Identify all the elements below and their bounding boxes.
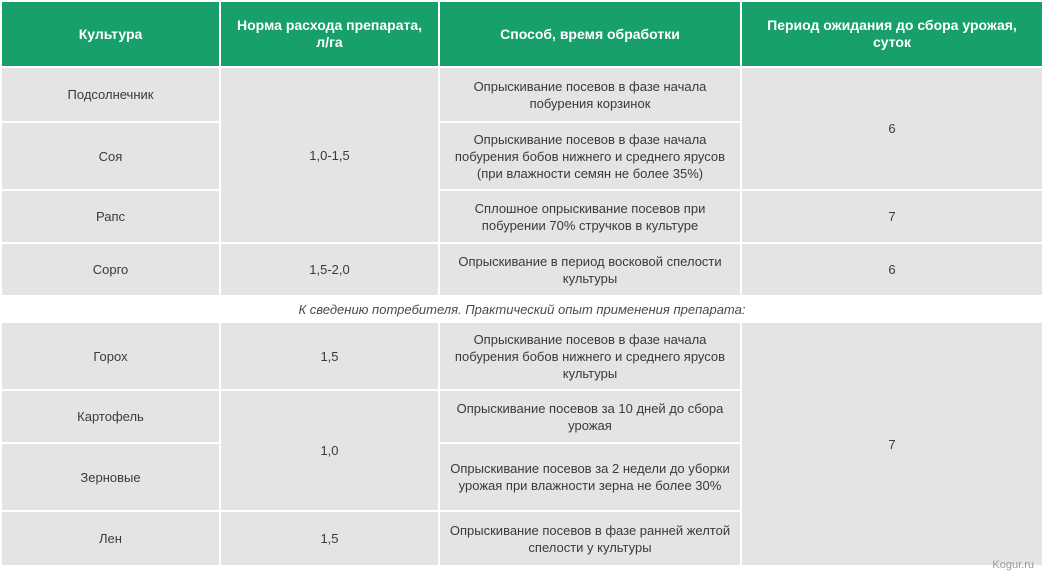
header-rate: Норма расхода препарата, л/га xyxy=(221,2,438,66)
method-cell: Опрыскивание посевов в фазе начала побурения бобов нижнего и среднего ярусов (при влажности семян не более 35%) xyxy=(440,123,740,189)
culture-cell: Лен xyxy=(2,512,219,565)
note-row xyxy=(2,297,1042,321)
culture-cell: Зерновые xyxy=(2,444,219,510)
rate-cell: 1,5 xyxy=(221,323,438,389)
watermark: Kogur.ru xyxy=(992,559,1034,571)
method-cell: Сплошное опрыскивание посевов при побурении 70% стручков в культуре xyxy=(440,191,740,242)
culture-cell: Рапс xyxy=(2,191,219,242)
culture-cell: Соя xyxy=(2,123,219,189)
wait-cell: 7 xyxy=(742,323,1042,565)
table-row xyxy=(2,323,1042,389)
table-row xyxy=(2,68,1042,121)
header-culture: Культура xyxy=(2,2,219,66)
consumer-note: К сведению потребителя. Практический опыт применения препарата: xyxy=(2,297,1042,321)
method-cell: Опрыскивание в период восковой спелости культуры xyxy=(440,244,740,295)
rate-cell: 1,5 xyxy=(221,512,438,565)
rate-cell: 1,0 xyxy=(221,391,438,510)
header-row xyxy=(2,2,1042,66)
method-cell: Опрыскивание посевов в фазе ранней желтой спелости у культуры xyxy=(440,512,740,565)
rate-cell: 1,0-1,5 xyxy=(221,68,438,242)
header-wait-period: Период ожидания до сбора урожая, суток xyxy=(742,2,1042,66)
wait-cell: 7 xyxy=(742,191,1042,242)
culture-cell: Картофель xyxy=(2,391,219,442)
wait-cell: 6 xyxy=(742,68,1042,189)
wait-cell: 6 xyxy=(742,244,1042,295)
culture-cell: Подсолнечник xyxy=(2,68,219,121)
method-cell: Опрыскивание посевов за 10 дней до сбора урожая xyxy=(440,391,740,442)
rate-cell: 1,5-2,0 xyxy=(221,244,438,295)
method-cell: Опрыскивание посевов в фазе начала побурения корзинок xyxy=(440,68,740,121)
header-method: Способ, время обработки xyxy=(440,2,740,66)
culture-cell: Горох xyxy=(2,323,219,389)
method-cell: Опрыскивание посевов в фазе начала побурения бобов нижнего и среднего ярусов культуры xyxy=(440,323,740,389)
table-row xyxy=(2,244,1042,295)
culture-cell: Сорго xyxy=(2,244,219,295)
method-cell: Опрыскивание посевов за 2 недели до уборки урожая при влажности зерна не более 30% xyxy=(440,444,740,510)
table-row xyxy=(2,191,1042,242)
